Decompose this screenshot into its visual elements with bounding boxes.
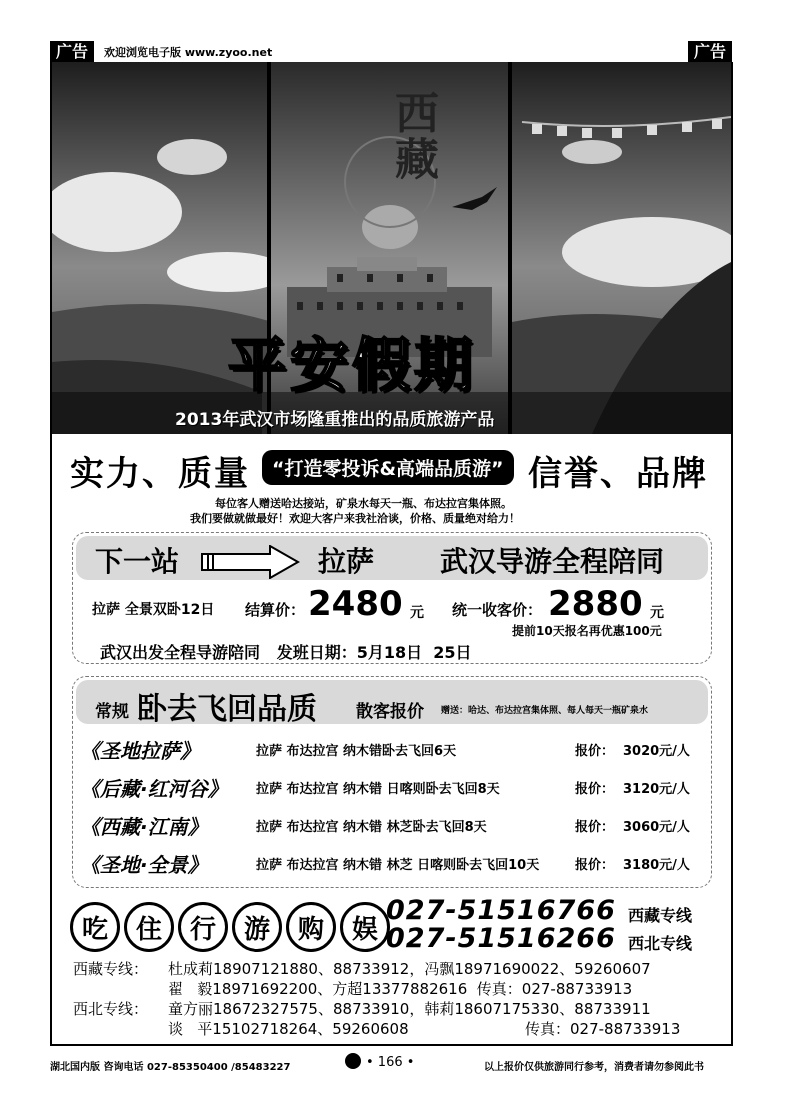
retail-label: 统一收客价：: [452, 601, 543, 619]
magazine-logo-icon: [345, 1053, 361, 1069]
product-name: 《圣地拉萨》: [80, 739, 200, 763]
intro-line-1: 每位客人赠送哈达接站，矿泉水每天一瓶、布达拉宫集体照。: [215, 497, 512, 510]
price-label: 报价：: [575, 782, 615, 797]
list-item[interactable]: [80, 735, 705, 773]
guide-label: 武汉导游全程陪同: [440, 545, 665, 578]
slogan-right: 信誉、品牌: [528, 454, 708, 494]
service-travel: 行: [178, 902, 228, 952]
destination-label: 拉萨: [318, 545, 375, 578]
settle-price: 2480: [308, 584, 403, 624]
product-name: 《圣地·全景》: [80, 853, 208, 877]
ad-tag-left: 广告: [50, 41, 94, 63]
footer-disclaimer: 以上报价仅供旅游同行参考，消费者请勿参阅此书: [484, 1062, 704, 1073]
arrow-right-icon: [200, 545, 300, 583]
product-price: 3180元/人: [623, 858, 690, 873]
northwest-line-label: 西北专线：: [73, 1000, 149, 1018]
phone-northwest[interactable]: 027-51516266: [386, 923, 616, 954]
product-name: 《西藏·江南》: [80, 815, 208, 839]
settle-label: 结算价：: [245, 601, 306, 619]
departure-info: 武汉出发全程导游陪同 发班日期：5月18日 25日: [100, 643, 472, 662]
service-fun: 娱: [340, 902, 390, 952]
service-shop: 购: [286, 902, 336, 952]
intro-line-2: 我们要做就做最好！欢迎大客户来我社洽谈，价格、质量绝对给力！: [190, 512, 520, 525]
ad-tag-right: 广告: [688, 41, 732, 63]
footer-edition: 湖北国内版 咨询电话 027-85350400 /85483227: [50, 1062, 291, 1073]
retail-unit: 元: [650, 605, 664, 621]
tibet-contacts-1: 杜成莉18907121880、88733912，冯飘18971690022、59260607: [168, 960, 651, 978]
product-price: 3120元/人: [623, 782, 690, 797]
phone-northwest-label: 西北专线: [628, 934, 693, 953]
northwest-contacts-2: 谈 平15102718264、59260608: [168, 1020, 409, 1038]
main-title: 平安假期: [228, 331, 477, 399]
product-route: 拉萨 布达拉宫 纳木错卧去飞回6天: [256, 744, 457, 759]
regular-suffix: 散客报价: [356, 702, 424, 722]
list-item[interactable]: [80, 773, 705, 811]
poster-subtitle: 2013年武汉市场隆重推出的品质旅游产品: [175, 410, 495, 430]
regular-prefix: 常规: [95, 702, 129, 722]
phone-tibet[interactable]: 027-51516766: [386, 895, 616, 926]
service-eat: 吃: [70, 902, 120, 952]
regular-title: 卧去飞回品质: [137, 692, 317, 727]
product-route: 拉萨 布达拉宫 纳木错 日喀则卧去飞回8天: [256, 782, 500, 797]
slogan-pill: “打造零投诉&高端品质游”: [262, 450, 514, 485]
list-item[interactable]: [80, 811, 705, 849]
early-discount: 提前10天报名再优惠100元: [512, 624, 662, 638]
service-circles: [70, 902, 390, 952]
site-notice[interactable]: 欢迎浏览电子版 www.zyoo.net: [104, 46, 273, 59]
slogan-left: 实力、质量: [70, 454, 250, 494]
product-price: 3020元/人: [623, 744, 690, 759]
product-list: [80, 735, 705, 887]
gift-note: 赠送：哈达、布达拉宫集体照、每人每天一瓶矿泉水: [441, 706, 649, 716]
product-name: 《后藏·红河谷》: [80, 777, 228, 801]
retail-price: 2880: [548, 584, 643, 624]
northwest-fax: 传真：027-88733913: [525, 1020, 681, 1038]
product-route: 拉萨 布达拉宫 纳木错 林芝卧去飞回8天: [256, 820, 487, 835]
product-route: 拉萨 布达拉宫 纳木错 林芝 日喀则卧去飞回10天: [256, 858, 540, 873]
price-label: 报价：: [575, 744, 615, 759]
northwest-contacts-1: 童方丽18672327575、88733910，韩莉18607175330、88733911: [168, 1000, 651, 1018]
tibet-contacts-2: 翟 毅18971692200、方超13377882616 传真：027-88733913: [168, 980, 633, 998]
tibet-calligraphy: 西藏: [387, 90, 438, 182]
phone-tibet-label: 西藏专线: [628, 906, 693, 925]
price-label: 报价：: [575, 820, 615, 835]
settle-unit: 元: [410, 605, 424, 621]
service-stay: 住: [124, 902, 174, 952]
route-name: 拉萨 全景双卧12日: [92, 602, 215, 618]
product-price: 3060元/人: [623, 820, 690, 835]
price-label: 报价：: [575, 858, 615, 873]
next-stop-label: 下一站: [95, 545, 180, 578]
service-tour: 游: [232, 902, 282, 952]
page-number: • 166 •: [366, 1055, 415, 1070]
list-item[interactable]: [80, 849, 705, 887]
tibet-line-label: 西藏专线：: [73, 960, 149, 978]
